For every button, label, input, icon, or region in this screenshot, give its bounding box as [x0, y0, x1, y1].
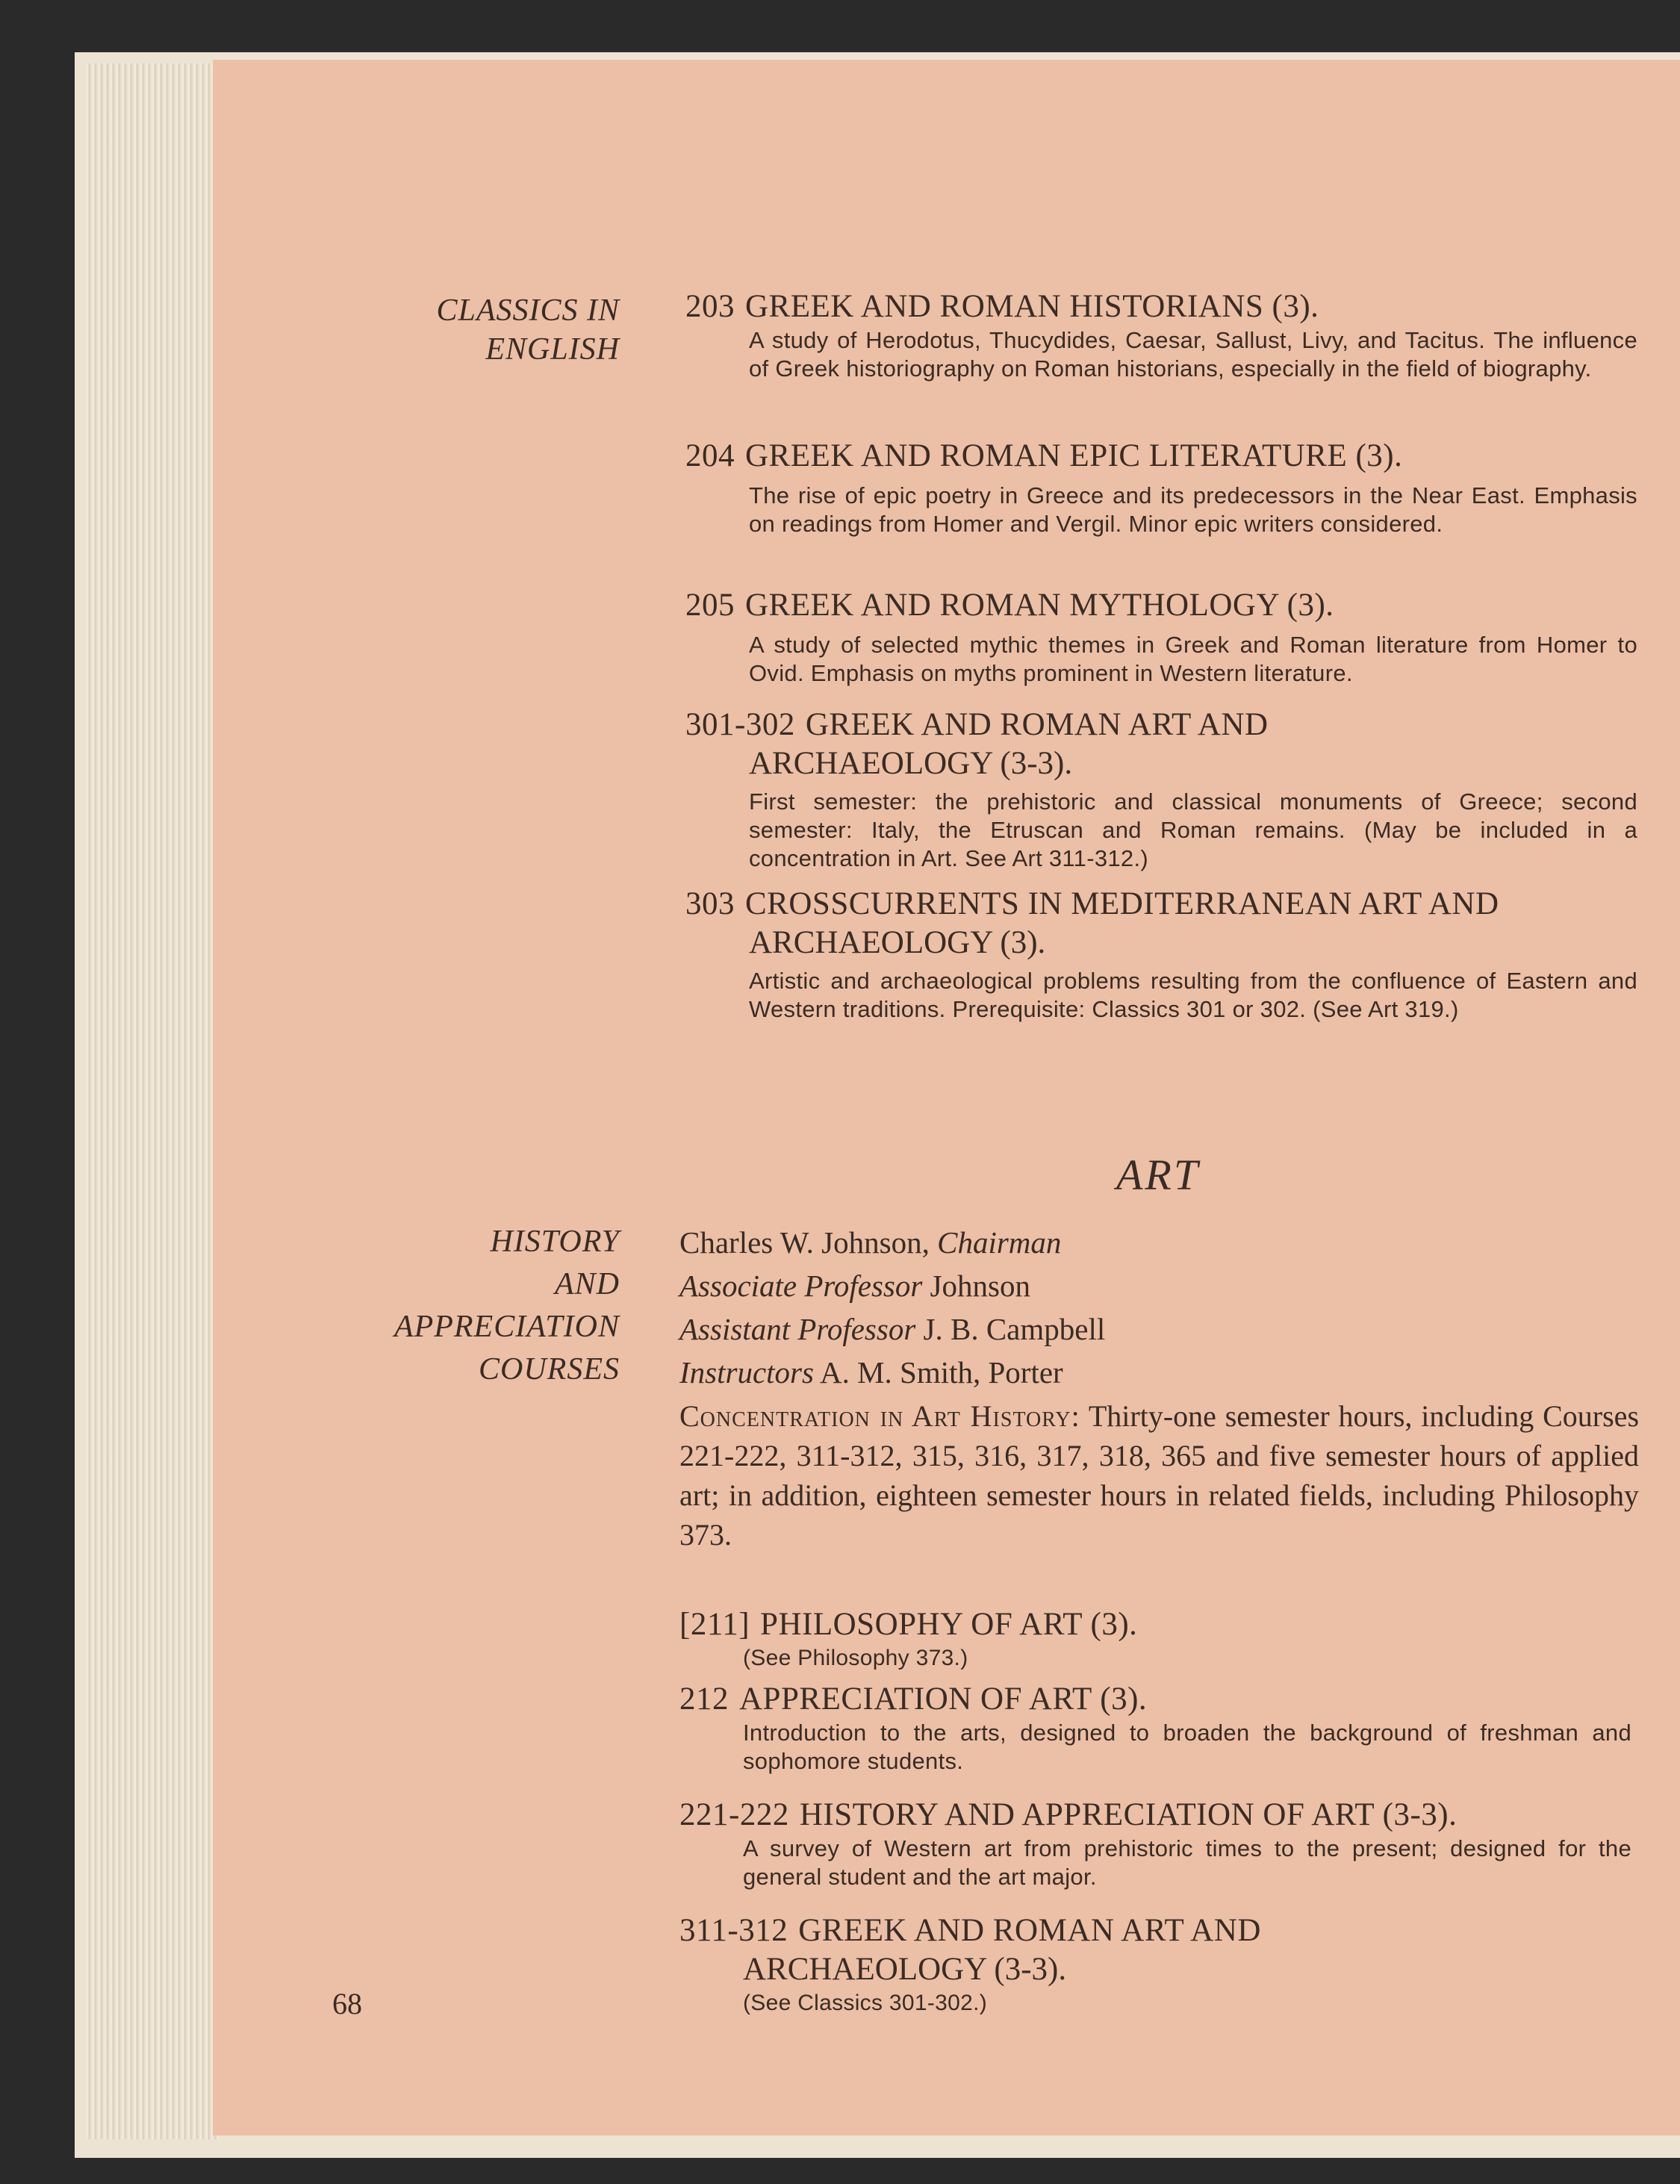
course-description: The rise of epic poetry in Greece and its predecessors in the Near East. Emphasis on readings from Homer and Vergil. Minor epic writers considered. — [749, 482, 1637, 537]
course-title: 221-222 HISTORY AND APPRECIATION OF ART (3-3). — [679, 1797, 1457, 1832]
concentration-label: Concentration in Art History: — [679, 1399, 1080, 1433]
course-entry — [685, 885, 1680, 1024]
faculty-list — [679, 1221, 1650, 1394]
faculty-line: Charles W. Johnson, Chairman — [679, 1225, 1062, 1260]
faculty-line: Assistant Professor J. B. Campbell — [679, 1312, 1106, 1346]
course-title-cont: ARCHAEOLOGY (3-3). — [749, 746, 1073, 781]
course-title: 204 GREEK AND ROMAN EPIC LITERATURE (3). — [685, 438, 1403, 473]
course-description: A survey of Western art from prehistoric times to the present; designed for the general student and the art major. — [743, 1835, 1631, 1890]
course-description: A study of Herodotus, Thucydides, Caesar, Sallust, Livy, and Tacitus. The influence of Greek historiography on Roman historians, especially in the field of biography. — [749, 327, 1637, 382]
course-description: Artistic and archaeological problems resulting from the confluence of Eastern and Western traditions. Prerequisite: Classics 301 or 302. (See Art 319.) — [749, 968, 1637, 1022]
course-entry — [679, 1911, 1680, 2017]
course-title: 203 GREEK AND ROMAN HISTORIANS (3). — [685, 289, 1319, 324]
course-title: [211] PHILOSOPHY OF ART (3). — [679, 1607, 1138, 1642]
course-description: Introduction to the arts, designed to broaden the background of freshman and sophomore students. — [743, 1720, 1631, 1774]
concentration-paragraph — [679, 1396, 1639, 1555]
course-entry — [685, 706, 1680, 873]
side-heading-history: HISTORY AND APPRECIATION COURSES — [393, 1225, 620, 1387]
course-title: 205 GREEK AND ROMAN MYTHOLOGY (3). — [685, 588, 1334, 623]
course-title-cont: ARCHAEOLOGY (3-3). — [743, 1952, 1067, 1987]
course-entry — [679, 1796, 1680, 1891]
concentration-text: Thirty-one semester hours, including Courses 221-222, 311-312, 315, 316, 317, 318, 365 and five semester hours of applied art; in addition, eighteen semester hours in related fields, including Philosophy 373. — [679, 1399, 1640, 1552]
course-title-cont: ARCHAEOLOGY (3). — [749, 925, 1046, 960]
page-stack — [86, 63, 220, 2139]
course-entry — [685, 586, 1680, 688]
book-page — [213, 60, 1680, 2135]
course-entry — [679, 1680, 1680, 1776]
course-description: (See Classics 301-302.) — [743, 1991, 988, 2015]
course-title: 301-302 GREEK AND ROMAN ART AND — [685, 707, 1269, 742]
course-description: (See Philosophy 373.) — [743, 1646, 968, 1670]
side-heading-classics: CLASSICS IN ENGLISH — [436, 293, 620, 367]
page-number: 68 — [332, 1987, 362, 2020]
course-description: A study of selected mythic themes in Greek and Roman literature from Homer to Ovid. Emphasis on myths prominent in Western literature. — [749, 632, 1637, 686]
course-title: 303 CROSSCURRENTS IN MEDITERRANEAN ART AND — [685, 886, 1499, 921]
course-title: 212 APPRECIATION OF ART (3). — [679, 1681, 1148, 1717]
faculty-line: Associate Professor Johnson — [679, 1269, 1030, 1303]
course-entry — [679, 1605, 1680, 1673]
faculty-line: Instructors A. M. Smith, Porter — [679, 1355, 1063, 1390]
course-description: First semester: the prehistoric and classical monuments of Greece; second semester: Italy, the Etruscan and Roman remains. (May be included in a concentration in Art. See Art 311-312.) — [749, 788, 1637, 871]
section-heading-art: ART — [1116, 1151, 1201, 1199]
course-entry — [685, 437, 1680, 538]
course-entry — [685, 287, 1680, 383]
course-title: 311-312 GREEK AND ROMAN ART AND — [679, 1913, 1261, 1948]
